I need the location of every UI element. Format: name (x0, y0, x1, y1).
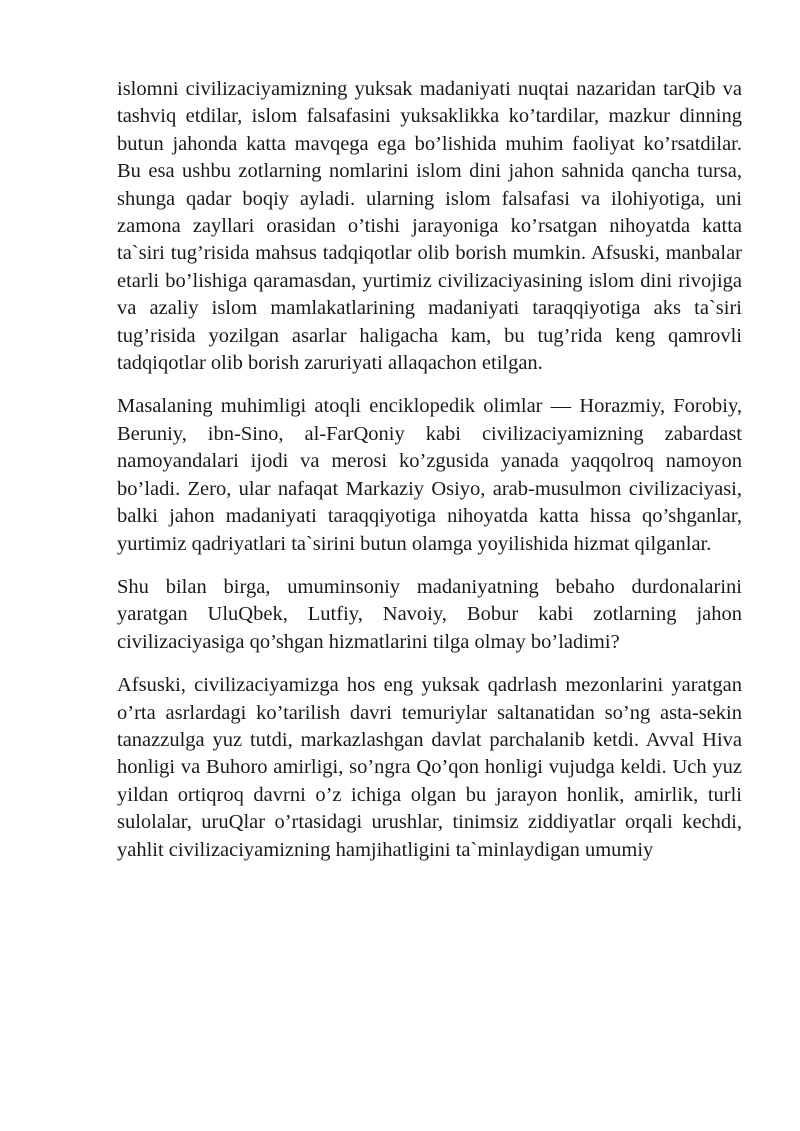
paragraph-3: Shu bilan birga, umuminsoniy madaniyatning bebaho durdonalarini yaratgan UluQbek, Lutfiy, Navoiy, Bobur kabi zotlarning jahon civilizaciyasiga qo’shgan hizmatlarini tilga olmay bo’ladimi? (117, 575, 742, 653)
paragraph-4: Afsuski, civilizaciyamizga hos eng yuksak qadrlash mezonlarini yaratgan o’rta asrlardagi ko’tarilish davri temuriylar saltanatidan so’ng asta-sekin tanazzulga yuz tutdi, markazlashgan davlat parchalanib ketdi. Avval Hiva honligi va Buhoro amirligi, so’ngra Qo’qon honligi vujudga keldi. Uch yuz yildan ortiqroq davrni o’z ichiga olgan bu jarayon honlik, amirlik, turli sulolalar, uruQlar o’rtasidagi urushlar, tinimsiz ziddiyatlar orqali kechdi, yahlit civilizaciyamizning hamjihatligini ta`minlaydigan umumiy (117, 674, 742, 861)
paragraph-2: Masalaning muhimligi atoqli enciklopedik olimlar — Horazmiy, Forobiy, Beruniy, ibn-Sino, al-FarQoniy kabi civilizaciyamizning zabardast namoyandalari ijodi va merosi ko’zgusida yanada yaqqolroq namoyon bo’ladi. Zero, ular nafaqat Markaziy Osiyo, arab-musulmon civilizaciyasi, balki jahon madaniyati taraqqiyotiga nihoyatda katta hissa qo’shganlar, yurtimiz qadriyatlari ta`sirini butun olamga yoyilishida hizmat qilganlar. (117, 395, 742, 555)
paragraph-1: islomni civilizaciyamizning yuksak madaniyati nuqtai nazaridan tarQib va tashviq etdilar, islom falsafasini yuksaklikka ko’tardilar, mazkur dinning butun jahonda katta mavqega ega bo’lishida muhim faoliyat ko’rsatdilar. Bu esa ushbu zotlarning nomlarini islom dini jahon sahnida qancha tursa, shunga qadar boqiy ayladi. ularning islom falsafasi va ilohiyotiga, uni zamona zayllari orasidan o’tishi jarayoniga ko’rsatgan nihoyatda katta ta`siri tug’risida mahsus tadqiqotlar olib borish mumkin. Afsuski, manbalar etarli bo’lishiga qaramasdan, yurtimiz civilizaciyasining islom dini rivojiga va azaliy islom mamlakatlarining madaniyati taraqqiyotiga aks ta`siri tug’risida yozilgan asarlar haligacha kam, bu tug’rida keng qamrovli tadqiqotlar olib borish zaruriyati allaqachon etilgan. (117, 78, 742, 375)
document-page (117, 76, 742, 880)
